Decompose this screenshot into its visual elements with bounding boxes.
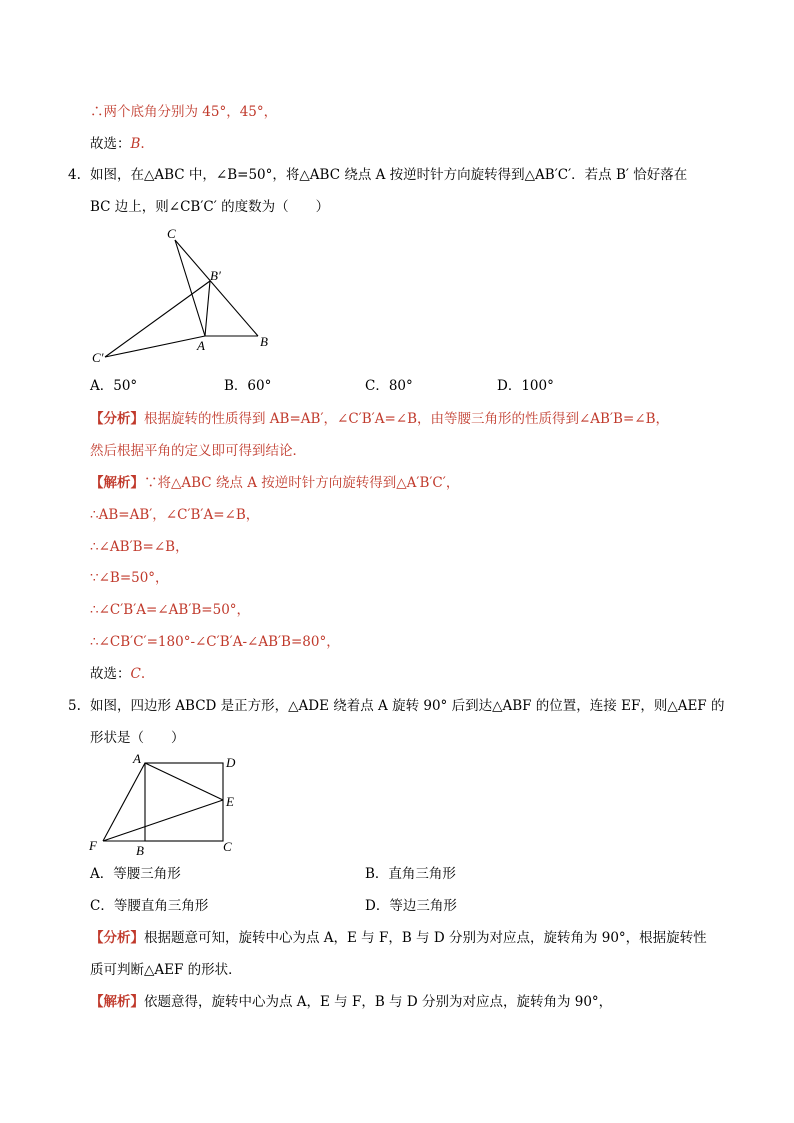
q5-solution-line1 (90, 992, 612, 1012)
q4-option-c[interactable] (365, 376, 413, 396)
q5-analysis-line1 (90, 928, 707, 948)
solution-tag: 【解析】 (90, 475, 144, 491)
option-letter: B． (224, 378, 248, 394)
label-E: E (226, 794, 234, 809)
option-letter: D． (365, 898, 390, 914)
label-C: C (167, 226, 176, 241)
q4-solution-line5: ∴∠C′B′A=∠AB′B=50°， (90, 602, 251, 618)
q4-solution-line6: ∴∠CB′C′=180°-∠C′B′A-∠AB′B=80°， (90, 634, 340, 650)
q5-stem-line1: 如图，四边形 ABCD 是正方形，△ADE 绕着点 A 旋转 90° 后到达△ABF 的位置，连接 EF，则△AEF 的 (90, 698, 725, 714)
option-text: 80° (388, 378, 413, 394)
answer-letter: C (130, 666, 141, 682)
solution-text: 依题意得，旋转中心为点 A，E 与 F，B 与 D 分别为对应点，旋转角为 90°， (144, 994, 613, 1010)
option-text: 100° (521, 378, 554, 394)
label-A: A (197, 338, 205, 353)
q4-analysis-line2: 然后根据平角的定义即可得到结论． (90, 443, 306, 459)
segment-A-Bp (205, 281, 210, 336)
label-B: B (136, 843, 144, 858)
q4-stem-line2: BC 边上，则∠CB′C′ 的度数为（ ） (90, 199, 330, 215)
solution-text: ∵将△ABC 绕点 A 按逆时针方向旋转得到△A′B′C′， (144, 475, 460, 491)
label-Cp: C′ (92, 350, 104, 365)
option-text: 60° (247, 378, 272, 394)
analysis-tag: 【分析】 (90, 411, 144, 427)
segment-C-B (175, 240, 258, 336)
q5-number: 5. (68, 698, 81, 714)
option-letter: C． (90, 898, 114, 914)
prev-solution-line: ∴两个底角分别为 45°，45°， (90, 104, 278, 120)
q5-option-d[interactable] (365, 896, 457, 916)
solution-tag: 【解析】 (90, 994, 144, 1010)
analysis-tag: 【分析】 (90, 930, 144, 946)
q5-option-b[interactable] (365, 864, 456, 884)
option-letter: D． (497, 378, 522, 394)
choose-label: 故选： (90, 136, 131, 152)
q4-number: 4. (68, 167, 81, 183)
q5-option-a[interactable] (90, 864, 181, 884)
q4-analysis-line1 (90, 409, 669, 429)
label-C: C (223, 839, 232, 854)
option-letter: A． (90, 866, 114, 882)
q4-solution-line2: ∴AB=AB′，∠C′B′A=∠B， (90, 507, 260, 523)
option-text: 直角三角形 (388, 866, 456, 882)
q4-figure (85, 222, 285, 367)
q4-solution-line1 (90, 473, 459, 493)
q4-option-d[interactable] (497, 376, 554, 396)
q4-stem-line1: 如图，在△ABC 中，∠B=50°，将△ABC 绕点 A 按逆时针方向旋转得到△AB′C′．若点 B′ 恰好落在 (90, 167, 688, 183)
q4-solution-line3: ∴∠AB′B=∠B， (90, 539, 189, 555)
option-text: 等腰直角三角形 (113, 898, 209, 914)
answer-period: . (140, 136, 145, 152)
answer-period: . (140, 666, 146, 682)
q4-answer-line (90, 664, 145, 684)
label-A: A (133, 752, 141, 766)
option-text: 等腰三角形 (113, 866, 181, 882)
label-B: B (260, 334, 268, 349)
square-ABCD (145, 763, 223, 841)
label-D: D (226, 755, 236, 770)
option-text: 等边三角形 (389, 898, 457, 914)
option-letter: A． (90, 378, 114, 394)
q5-figure (85, 752, 255, 860)
q5-option-c[interactable] (90, 896, 208, 916)
answer-letter: B (130, 136, 141, 152)
analysis-text: 根据题意可知，旋转中心为点 A，E 与 F，B 与 D 分别为对应点，旋转角为 90°，根据旋转性 (144, 930, 707, 946)
q4-option-a[interactable] (90, 376, 137, 396)
prev-answer-line (90, 134, 145, 154)
q5-analysis-line2: 质可判断△AEF 的形状． (90, 962, 242, 978)
option-letter: B． (365, 866, 389, 882)
label-Bp: B′ (210, 268, 221, 283)
option-letter: C． (365, 378, 389, 394)
segment-E-F (103, 800, 223, 841)
q4-solution-line4: ∵∠B=50°， (90, 570, 169, 586)
segment-A-E (145, 763, 223, 800)
q5-stem-line2: 形状是（ ） (90, 730, 185, 746)
label-F: F (89, 838, 97, 853)
q4-option-b[interactable] (224, 376, 271, 396)
choose-label: 故选： (90, 666, 131, 682)
analysis-text: 根据旋转的性质得到 AB=AB′，∠C′B′A=∠B，由等腰三角形的性质得到∠AB′B=∠B， (144, 411, 670, 427)
option-text: 50° (113, 378, 138, 394)
